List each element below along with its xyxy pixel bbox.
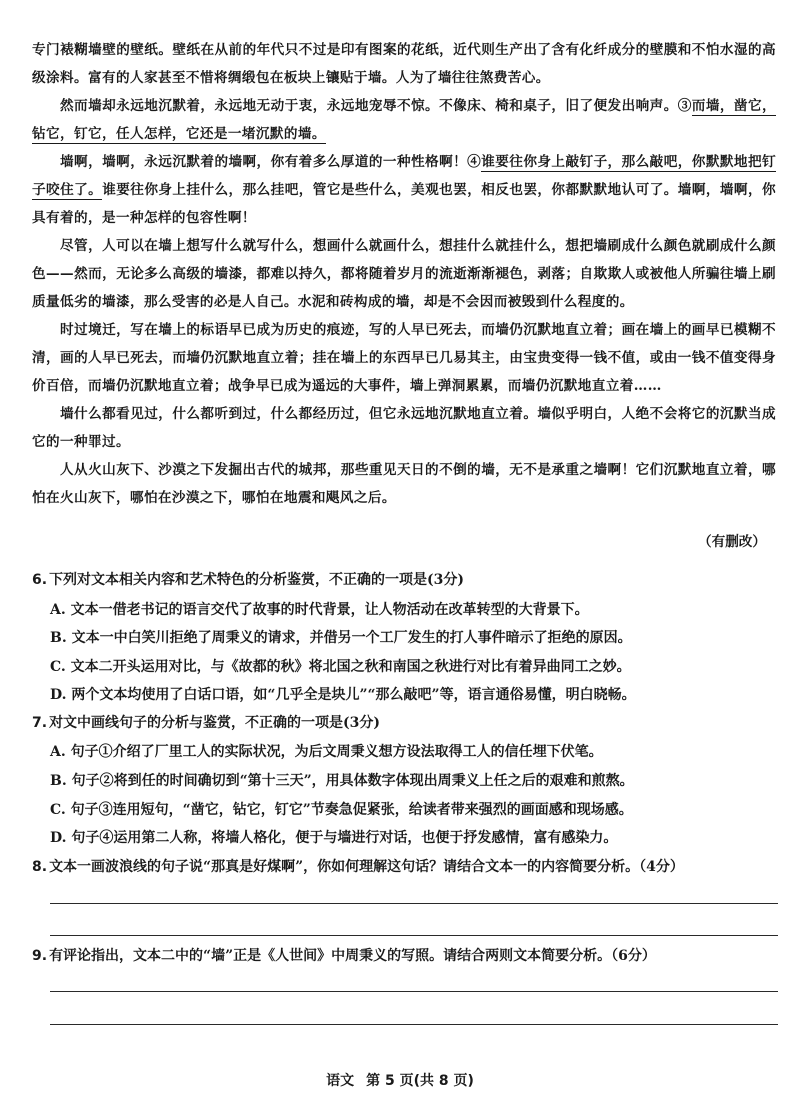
source-note: （有删改） [698,534,766,550]
passage-paragraph-5: 墙什么都看见过，什么都听到过，什么都经历过，但它永远地沉默地直立着。墙似乎明白，人绝不会将它的沉默当成它的一种罪过。 [32,406,776,450]
passage-paragraph-4: 时过境迁，写在墙上的标语早已成为历史的痕迹，写的人早已死去，而墙仍沉默地直立着；画在墙上的画早已模糊不清，画的人早已死去，而墙仍沉默地直立着；挂在墙上的东西早已几易其主，由宝贵变得一钱不值，或由一钱不值变得身价百倍，而墙仍沉默地直立着；战争早已成为遥远的大事件，墙上弹洞累累，而墙仍沉默地直立着…… [32,322,776,394]
footer-subject: 语文 [326,1073,355,1089]
question-7-text: 对文中画线句子的分析与鉴赏，不正确的一项是(3分) [49,715,381,731]
question-9-number: 9. [32,948,48,964]
question-7-number: 7. [32,715,48,731]
passage-paragraph-2 [32,148,776,232]
question-6-option-c: C. 文本二开头运用对比，与《故都的秋》将北国之秋和南国之秋进行对比有着异曲同工之妙。 [50,659,631,675]
question-8-stem [32,855,782,879]
passage-paragraph-3: 尽管，人可以在墙上想写什么就写什么，想画什么就画什么，想挂什么就挂什么，想把墙刷成什么颜色就刷成什么颜色——然而，无论多么高级的墙漆，都难以持久，都将随着岁月的流逝渐渐褪色，剥落；自欺欺人或被他人所骗往墙上刷质量低劣的墙漆，那么受害的必是人自己。水泥和砖构成的墙，却是不会因而被毁到什么程度的。 [32,238,776,310]
question-9-answer-line-1[interactable] [50,991,778,992]
question-6-text: 下列对文本相关内容和艺术特色的分析鉴赏，不正确的一项是(3分) [49,572,465,588]
question-9-stem [32,944,782,968]
question-6-option-d: D. 两个文本均使用了白话口语，如“几乎全是块儿”“那么敲吧”等，语言通俗易懂，明白晓畅。 [50,687,636,703]
question-8-number: 8. [32,859,48,875]
question-7-stem [32,711,782,735]
passage-paragraph-1 [32,92,776,148]
question-6-stem [32,568,782,592]
question-6-number: 6. [32,572,48,588]
question-6-option-a: A. 文本一借老书记的语言交代了故事的时代背景，让人物活动在改革转型的大背景下。 [50,602,589,618]
passage-paragraph-6: 人从火山灰下、沙漠之下发掘出古代的城邦，那些重见天日的不倒的墙，无不是承重之墙啊！它们沉默地直立着，哪怕在火山灰下，哪怕在沙漠之下，哪怕在地震和飓风之后。 [32,462,776,506]
underlined-sentence-3: 而墙，凿它，钻它，钉它，任人怎样，它还是一堵沉默的墙。 [32,98,776,142]
paragraph-2-text-b: 谁要往你身上挂什么，那么挂吧，管它是些什么，美观也罢，相反也罢，你都默默地认可了。墙啊，墙啊，你具有着的，是一种怎样的包容性啊！ [32,182,777,226]
question-8-answer-line-1[interactable] [50,903,778,904]
footer-page-number: 第 5 页(共 8 页) [366,1073,474,1089]
question-7-option-d: D. 句子④运用第二人称，将墙人格化，便于与墙进行对话，也便于抒发感情，富有感染力。 [50,830,618,846]
question-8-text: 文本一画波浪线的句子说“那真是好煤啊”，你如何理解这句话？请结合文本一的内容简要分析。（4分） [49,859,684,875]
question-7-option-c: C. 句子③连用短句，“凿它，钻它，钉它”节奏急促紧张，给读者带来强烈的画面感和现场感。 [50,802,633,818]
question-9-text: 有评论指出，文本二中的“墙”正是《人世间》中周秉义的写照。请结合两则文本简要分析。（6分） [49,948,656,964]
question-7-option-a: A. 句子①介绍了厂里工人的实际状况，为后文周秉义想方设法取得工人的信任埋下伏笔。 [50,744,603,760]
passage-paragraph-0: 专门裱糊墙壁的壁纸。壁纸在从前的年代只不过是印有图案的花纸，近代则生产出了含有化纤成分的壁膜和不怕水湿的高级涂料。富有的人家甚至不惜将绸缎包在板块上镶贴于墙。人为了墙往往煞费苦心。 [32,42,776,86]
question-9-answer-line-2[interactable] [50,1024,778,1025]
paragraph-2-text-a: 墙啊，墙啊，永远沉默着的墙啊，你有着多么厚道的一种性格啊！④ [60,154,482,170]
question-8-answer-line-2[interactable] [50,935,778,936]
question-7-option-b: B. 句子②将到任的时间确切到“第十三天”，用具体数字体现出周秉义上任之后的艰难和煎熬。 [50,773,634,789]
page-footer [0,1070,800,1090]
underlined-sentence-4: 谁要往你身上敲钉子，那么敲吧，你默默地把钉子咬住了。 [32,154,776,198]
question-6-option-b: B. 文本一中白笑川拒绝了周秉义的请求，并借另一个工厂发生的打人事件暗示了拒绝的原因。 [50,630,632,646]
paragraph-1-text: 然而墙却永远地沉默着，永远地无动于衷，永远地宠辱不惊。不像床、椅和桌子，旧了便发出响声。③ [60,98,692,114]
